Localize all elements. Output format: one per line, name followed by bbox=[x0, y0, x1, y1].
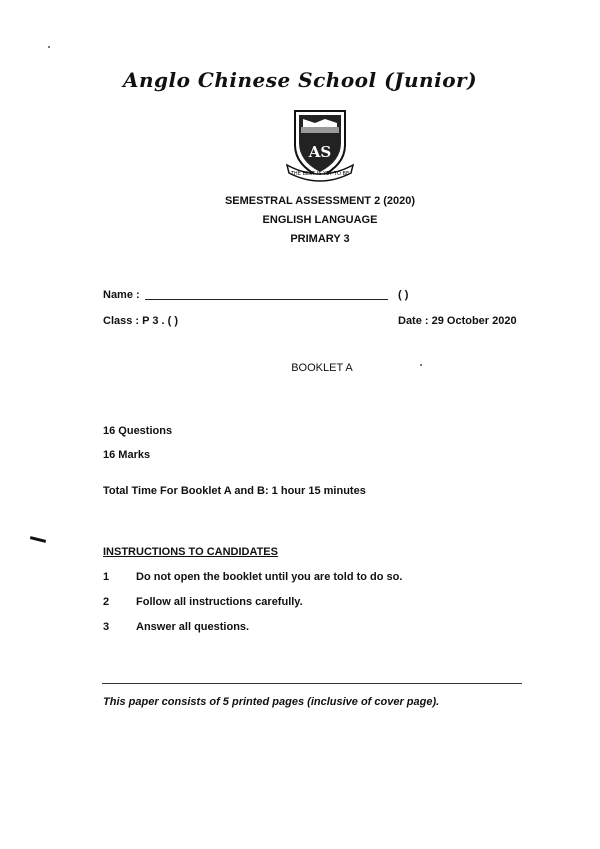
instructions-heading: INSTRUCTIONS TO CANDIDATES bbox=[103, 546, 278, 558]
name-field-line[interactable] bbox=[145, 299, 388, 300]
total-time: Total Time For Booklet A and B: 1 hour 15 minutes bbox=[103, 485, 366, 497]
instruction-text: Answer all questions. bbox=[136, 621, 250, 633]
scan-speck bbox=[48, 46, 50, 48]
date-label: Date : 29 October 2020 bbox=[398, 315, 517, 327]
scan-speck bbox=[420, 364, 422, 366]
assessment-title: SEMESTRAL ASSESSMENT 2 (2020) bbox=[224, 195, 416, 207]
instruction-text: Do not open the booklet until you are told to do so. bbox=[136, 571, 403, 583]
svg-text:AS: AS bbox=[308, 143, 332, 161]
mark-count: 16 Marks bbox=[103, 449, 151, 461]
page-count-note: This paper consists of 5 printed pages (inclusive of cover page). bbox=[103, 696, 440, 708]
subject-title: ENGLISH LANGUAGE bbox=[262, 214, 378, 226]
booklet-label: BOOKLET A bbox=[291, 362, 353, 374]
name-label: Name : bbox=[103, 289, 140, 301]
class-label: Class : P 3 . ( ) bbox=[103, 315, 178, 327]
school-name-logo: Anglo Chinese School (Junior) bbox=[122, 68, 478, 92]
register-number-brackets: ( ) bbox=[398, 289, 409, 301]
level-title: PRIMARY 3 bbox=[290, 233, 350, 245]
footer-divider bbox=[102, 683, 522, 684]
scan-mark bbox=[30, 536, 46, 543]
instruction-number: 2 bbox=[103, 596, 110, 608]
instruction-number: 1 bbox=[103, 571, 110, 583]
school-crest-icon bbox=[285, 107, 355, 182]
instruction-number: 3 bbox=[103, 621, 110, 633]
svg-text:THE BEST IS YET TO BE: THE BEST IS YET TO BE bbox=[290, 171, 350, 177]
instruction-text: Follow all instructions carefully. bbox=[136, 596, 303, 608]
question-count: 16 Questions bbox=[103, 425, 173, 437]
